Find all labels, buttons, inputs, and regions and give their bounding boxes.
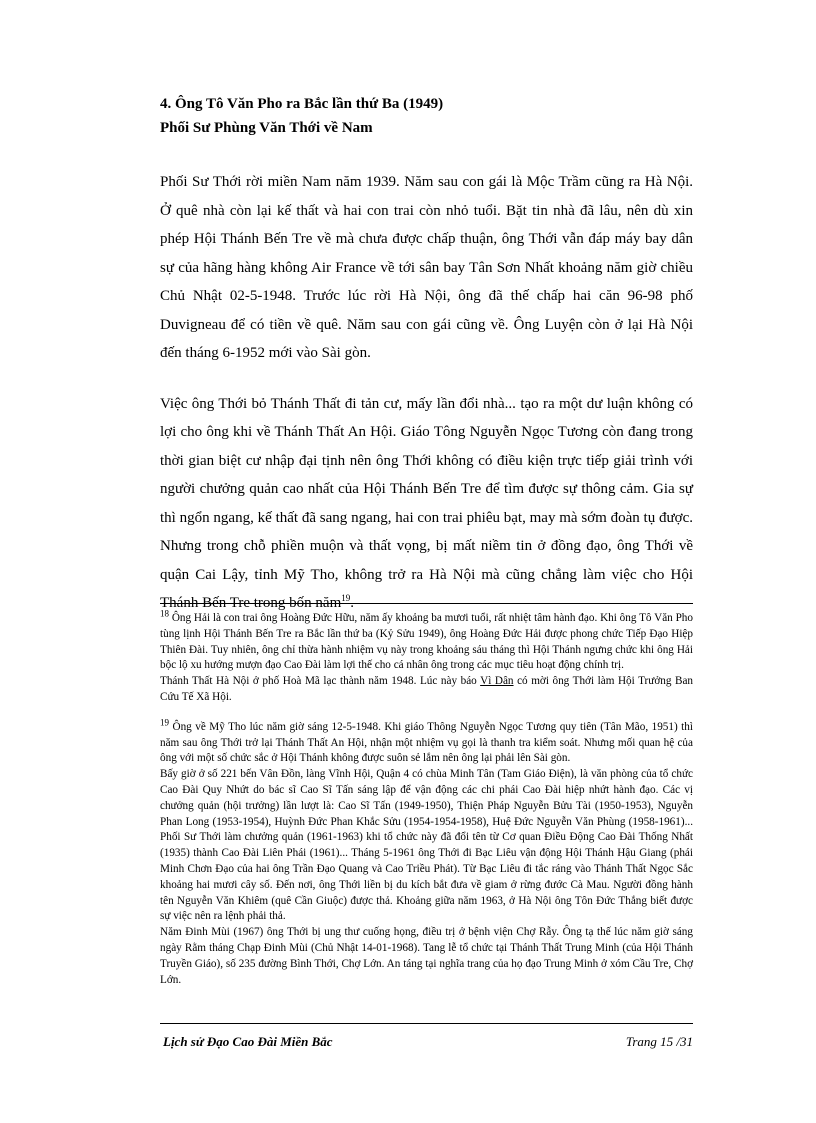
footnotes <box>160 608 694 988</box>
footnote-19-para-3: Năm Đinh Mùi (1967) ông Thới bị ung thư cuống họng, điều trị ở bệnh viện Chợ Rẫy. Ông tạ thế lúc năm giờ sáng ngày Rằm tháng Chạp Đinh Mùi (Chủ Nhật 14-01-1968). Tang lễ tổ chức tại Thánh Thất Trung Minh (của Hội Thánh Truyền Giáo), số 235 đường Bình Thới, Chợ Lớn. An táng tại nghĩa trang của họ đạo Trung Minh ở xóm Cầu Tre, Chợ Lớn. <box>160 926 693 986</box>
section-subheading: Phối Sư Phùng Văn Thới về Nam <box>160 120 373 136</box>
footnote-18-para-1 <box>160 608 693 674</box>
footnote-18-text-1: Ông Hải là con trai ông Hoàng Đức Hữu, năm ấy khoảng ba mươi tuổi, rất nhiệt tâm hành đạo. Khi ông Tô Văn Pho tùng lịnh Hội Thánh Bến Tre ra Bắc lần thứ ba (Kỷ Sửu 1949), ông Hoàng Đức Hải được phong chức Tiếp Đạo Hiệp Thiên Đài. Tuy nhiên, ông chỉ thừa hành nhiệm vụ này trong khoảng sáu tháng thì Hội Thánh ngưng chức khi ông Hải bộc lộ xu hướng mượn đạo Cao Đài làm lợi thế cho cá nhân ông trong các mục tiêu hoạt động chính trị. <box>160 612 693 672</box>
footnote-18-text-2b: có mời ông Thới làm Hội Trưởng Ban Cứu Tế Xã Hội. <box>160 675 694 703</box>
footnote-19-para-2: Bấy giờ ở số 221 bến Vân Đồn, làng Vĩnh Hội, Quận 4 có chùa Minh Tân (Tam Giáo Điện), là văn phòng của tổ chức Cao Đài Quy Nhứt do bác sĩ Cao Sĩ Tấn sáng lập để vận động các chi phái Cao Đài hiệp nhứt hành đạo. Các vị chưởng quản (hội trưởng) lần lượt là: Cao Sĩ Tấn (1949-1950), Thiện Pháp Nguyễn Bửu Tài (1950-1953), Nguyễn Phan Long (1953-1954), Huỳnh Đức Phan Khắc Sửu (1954-1954-1958), Huệ Đức Nguyễn Văn Phùng (1958-1961)... Phối Sư Thới làm chưởng quản (1961-1963) khi tổ chức này đã đổi tên từ Cơ quan Điều Động Cao Đài Thống Nhất (1935) thành Cao Đài Liên Phái (1961)... Tháng 5-1961 ông Thới đi Bạc Liêu vận động Hội Thánh Hậu Giang (phái Minh Chơn Đạo của hai ông Trần Đạo Quang và Cao Triều Phát). Từ Bạc Liêu đi tắc ráng vào Thánh Thất Ngọc Sắc khoảng hai mươi cây số. Đến nơi, ông Thới liền bị du kích bắt đưa về giam ở rừng đước Cà Mau. Người đồng hành tên Nguyễn Văn Khiêm (quê Cần Giuộc) được thả. Khoảng giữa năm 1963, ở Hà Nội ông Tôn Đức Thắng biết được sự việc nên ra lệnh phải thả. <box>160 768 693 923</box>
footnote-18-para-2 <box>160 674 693 706</box>
footnote-18-text-2a: Thánh Thất Hà Nội ở phố Hoà Mã lạc thành năm 1948. Lúc này báo <box>160 675 481 688</box>
footnote-19 <box>160 717 693 989</box>
footer-title: Lịch sử Đạo Cao Đài Miền Bắc <box>163 1034 333 1049</box>
footnote-19-text-1: Ông về Mỹ Tho lúc năm giờ sáng 12-5-1948. Khi giáo Thông Nguyễn Ngọc Tương quy tiên (Tân Mão, 1951) thì năm sau ông Thới trở lại Thánh Thất An Hội, nhận một nhiệm vụ gọi là thanh tra kiểm soát. Nhưng mối quan hệ của ông với một số chức sắc ở Hội Thánh không được suôn sẻ lắm nên ông lại phải lên Sài gòn. <box>160 720 693 765</box>
footnote-18 <box>160 608 694 706</box>
footer-divider <box>160 1023 693 1024</box>
page-number: Trang 15 /31 <box>625 1034 693 1049</box>
newspaper-link[interactable]: Vì Dân <box>480 675 514 688</box>
main-content <box>160 92 693 618</box>
footnote-divider <box>160 603 693 604</box>
body-paragraph-2-end: . <box>350 595 354 611</box>
footnote-19-number: 19 <box>160 717 169 728</box>
footnote-18-number: 18 <box>160 608 169 619</box>
body-paragraph-2 <box>160 390 693 618</box>
body-paragraph-2-text: Việc ông Thới bỏ Thánh Thất đi tản cư, mấy lần đổi nhà... tạo ra một dư luận không có lợi cho ông khi về Thánh Thất An Hội. Giáo Tông Nguyễn Ngọc Tương còn đang trong thời gian biệt cư nhập đại tịnh nên ông Thới không có điều kiện trực tiếp giải trình với người chưởng quản cao nhất của Hội Thánh Bến Tre để tìm được sự thông cảm. Gia sự thì ngổn ngang, kế thất đã sang ngang, hai con trai phiêu bạt, may mà sớm đoàn tụ được. Nhưng trong chỗ phiền muộn và thất vọng, bị mất niềm tin ở đồng đạo, ông Thới về quận Cai Lậy, tỉnh Mỹ Tho, không trở ra Hà Nội mà cũng chẳng làm việc cho Hội Thánh Bến Tre trong bốn năm <box>160 395 693 611</box>
footnote-ref-19[interactable]: 19 <box>341 593 351 603</box>
section-heading: 4. Ông Tô Văn Pho ra Bắc lần thứ Ba (1949) <box>160 96 444 112</box>
footnote-19-para-1 <box>160 717 693 767</box>
body-paragraph-1: Phối Sư Thới rời miền Nam năm 1939. Năm sau con gái là Mộc Trầm cũng ra Hà Nội. Ở quê nhà còn lại kế thất và hai con trai còn nhỏ tuổi. Bặt tin nhà đã lâu, nên dù xin phép Hội Thánh Bến Tre về mà chưa được chấp thuận, ông Thới vẫn đáp máy bay dân sự của hãng hàng không Air France về tới sân bay Tân Sơn Nhất khoảng năm giờ chiều Chủ Nhật 02-5-1948. Trước lúc rời Hà Nội, ông đã thế chấp hai căn 96-98 phố Duvigneau để có tiền về quê. Năm sau con gái cũng về. Ông Luyện còn ở lại Hà Nội đến tháng 6-1952 mới vào Sài gòn. <box>160 174 693 361</box>
